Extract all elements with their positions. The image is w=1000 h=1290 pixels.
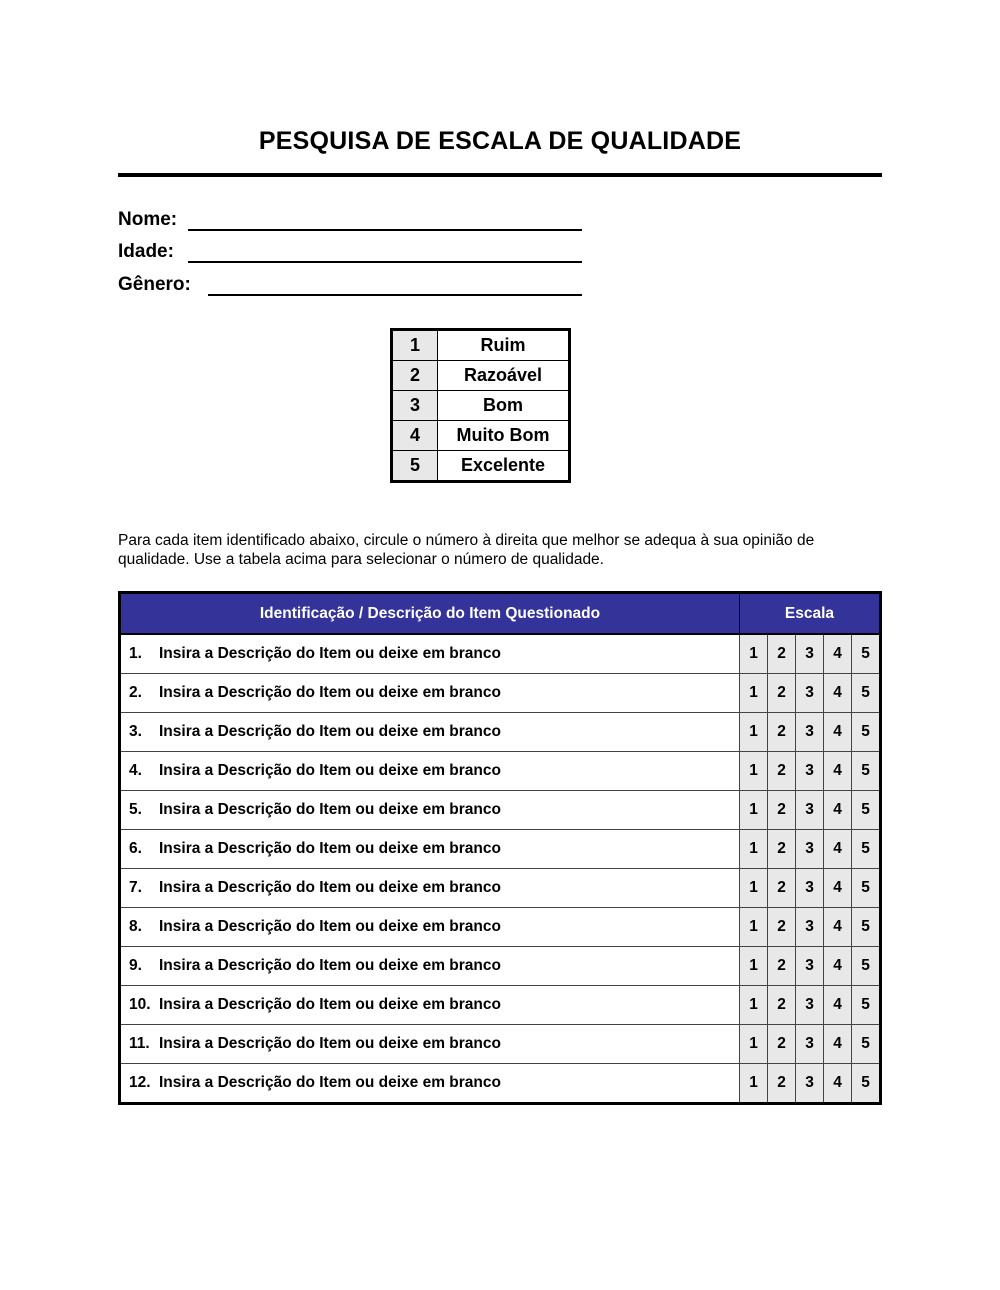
survey-table xyxy=(118,591,882,1105)
scale-option-2[interactable]: 2 xyxy=(768,986,796,1025)
legend-row xyxy=(392,451,570,482)
item-description: Insira a Descrição do Item ou deixe em branco xyxy=(159,723,501,740)
scale-option-5[interactable]: 5 xyxy=(852,713,881,752)
scale-option-3[interactable]: 3 xyxy=(796,752,824,791)
scale-option-3[interactable]: 3 xyxy=(796,869,824,908)
scale-option-5[interactable]: 5 xyxy=(852,634,881,674)
table-row xyxy=(120,908,881,947)
scale-option-3[interactable]: 3 xyxy=(796,674,824,713)
scale-column-header: Escala xyxy=(740,593,881,635)
legend-number: 3 xyxy=(392,391,438,421)
scale-option-4[interactable]: 4 xyxy=(824,986,852,1025)
table-row xyxy=(120,947,881,986)
scale-option-3[interactable]: 3 xyxy=(796,791,824,830)
scale-option-2[interactable]: 2 xyxy=(768,752,796,791)
item-description: Insira a Descrição do Item ou deixe em branco xyxy=(159,762,501,779)
scale-option-2[interactable]: 2 xyxy=(768,1064,796,1104)
scale-option-2[interactable]: 2 xyxy=(768,674,796,713)
table-row xyxy=(120,1064,881,1104)
scale-option-1[interactable]: 1 xyxy=(740,634,768,674)
item-description-cell[interactable] xyxy=(120,634,740,674)
scale-option-1[interactable]: 1 xyxy=(740,986,768,1025)
scale-option-5[interactable]: 5 xyxy=(852,674,881,713)
scale-option-4[interactable]: 4 xyxy=(824,752,852,791)
item-number: 2. xyxy=(129,684,142,701)
scale-option-1[interactable]: 1 xyxy=(740,1064,768,1104)
item-description-cell[interactable] xyxy=(120,1064,740,1104)
item-description: Insira a Descrição do Item ou deixe em branco xyxy=(159,645,501,662)
scale-option-1[interactable]: 1 xyxy=(740,830,768,869)
scale-option-5[interactable]: 5 xyxy=(852,1064,881,1104)
scale-option-5[interactable]: 5 xyxy=(852,752,881,791)
scale-option-2[interactable]: 2 xyxy=(768,908,796,947)
scale-option-4[interactable]: 4 xyxy=(824,830,852,869)
table-row xyxy=(120,1025,881,1064)
item-number: 7. xyxy=(129,879,142,896)
legend-label: Razoável xyxy=(438,361,570,391)
item-number: 8. xyxy=(129,918,142,935)
scale-option-4[interactable]: 4 xyxy=(824,908,852,947)
legend-row xyxy=(392,361,570,391)
scale-option-2[interactable]: 2 xyxy=(768,830,796,869)
scale-option-1[interactable]: 1 xyxy=(740,869,768,908)
age-field[interactable] xyxy=(188,261,582,263)
age-label: Idade: xyxy=(118,241,174,262)
scale-legend-table xyxy=(390,328,571,483)
scale-option-5[interactable]: 5 xyxy=(852,986,881,1025)
item-description: Insira a Descrição do Item ou deixe em branco xyxy=(159,957,501,974)
scale-option-4[interactable]: 4 xyxy=(824,947,852,986)
scale-option-2[interactable]: 2 xyxy=(768,947,796,986)
scale-option-2[interactable]: 2 xyxy=(768,713,796,752)
item-description-cell[interactable] xyxy=(120,1025,740,1064)
item-number: 12. xyxy=(129,1074,151,1091)
scale-option-4[interactable]: 4 xyxy=(824,869,852,908)
item-description-cell[interactable] xyxy=(120,830,740,869)
scale-option-3[interactable]: 3 xyxy=(796,1025,824,1064)
scale-option-3[interactable]: 3 xyxy=(796,986,824,1025)
item-description: Insira a Descrição do Item ou deixe em branco xyxy=(159,1035,501,1052)
scale-option-5[interactable]: 5 xyxy=(852,791,881,830)
item-number: 10. xyxy=(129,996,151,1013)
item-description: Insira a Descrição do Item ou deixe em branco xyxy=(159,801,501,818)
scale-option-1[interactable]: 1 xyxy=(740,674,768,713)
legend-row xyxy=(392,330,570,361)
scale-option-2[interactable]: 2 xyxy=(768,869,796,908)
scale-option-5[interactable]: 5 xyxy=(852,1025,881,1064)
table-row xyxy=(120,752,881,791)
legend-label: Bom xyxy=(438,391,570,421)
scale-option-4[interactable]: 4 xyxy=(824,634,852,674)
item-description: Insira a Descrição do Item ou deixe em branco xyxy=(159,840,501,857)
page-title: PESQUISA DE ESCALA DE QUALIDADE xyxy=(258,127,742,155)
item-description-cell[interactable] xyxy=(120,986,740,1025)
item-description-cell[interactable] xyxy=(120,752,740,791)
legend-row xyxy=(392,391,570,421)
item-number: 9. xyxy=(129,957,142,974)
item-column-header: Identificação / Descrição do Item Questionado xyxy=(120,593,740,635)
scale-option-3[interactable]: 3 xyxy=(796,908,824,947)
legend-label: Excelente xyxy=(438,451,570,482)
scale-option-4[interactable]: 4 xyxy=(824,713,852,752)
scale-option-3[interactable]: 3 xyxy=(796,634,824,674)
item-description-cell[interactable] xyxy=(120,869,740,908)
name-label: Nome: xyxy=(118,209,178,230)
item-description-cell[interactable] xyxy=(120,674,740,713)
scale-option-1[interactable]: 1 xyxy=(740,752,768,791)
legend-number: 1 xyxy=(392,330,438,361)
scale-option-3[interactable]: 3 xyxy=(796,947,824,986)
item-number: 1. xyxy=(129,645,142,662)
scale-option-5[interactable]: 5 xyxy=(852,947,881,986)
legend-row xyxy=(392,421,570,451)
scale-option-2[interactable]: 2 xyxy=(768,634,796,674)
item-number: 4. xyxy=(129,762,142,779)
scale-option-4[interactable]: 4 xyxy=(824,674,852,713)
table-row xyxy=(120,986,881,1025)
item-number: 3. xyxy=(129,723,142,740)
table-row xyxy=(120,830,881,869)
item-description-cell[interactable] xyxy=(120,908,740,947)
scale-option-2[interactable]: 2 xyxy=(768,791,796,830)
table-row xyxy=(120,869,881,908)
scale-option-5[interactable]: 5 xyxy=(852,830,881,869)
item-description-cell[interactable] xyxy=(120,713,740,752)
table-row xyxy=(120,713,881,752)
legend-number: 4 xyxy=(392,421,438,451)
gender-label: Gênero: xyxy=(118,274,191,295)
table-row xyxy=(120,791,881,830)
item-description-cell[interactable] xyxy=(120,791,740,830)
scale-option-1[interactable]: 1 xyxy=(740,1025,768,1064)
item-number: 5. xyxy=(129,801,142,818)
scale-option-4[interactable]: 4 xyxy=(824,1025,852,1064)
item-description: Insira a Descrição do Item ou deixe em branco xyxy=(159,1074,501,1091)
scale-option-1[interactable]: 1 xyxy=(740,713,768,752)
scale-option-4[interactable]: 4 xyxy=(824,791,852,830)
scale-option-4[interactable]: 4 xyxy=(824,1064,852,1104)
item-description: Insira a Descrição do Item ou deixe em branco xyxy=(159,684,501,701)
name-field[interactable] xyxy=(188,229,582,231)
item-description: Insira a Descrição do Item ou deixe em branco xyxy=(159,918,501,935)
scale-option-3[interactable]: 3 xyxy=(796,1064,824,1104)
scale-option-5[interactable]: 5 xyxy=(852,869,881,908)
gender-field[interactable] xyxy=(208,294,582,296)
item-description-cell[interactable] xyxy=(120,947,740,986)
title-divider xyxy=(118,173,882,177)
scale-option-1[interactable]: 1 xyxy=(740,791,768,830)
scale-option-2[interactable]: 2 xyxy=(768,1025,796,1064)
table-row xyxy=(120,674,881,713)
item-description: Insira a Descrição do Item ou deixe em branco xyxy=(159,879,501,896)
instructions-text: Para cada item identificado abaixo, circule o número à direita que melhor se adequa à sua opinião de qualidade. Use a tabela acima para selecionar o número de qualidade. xyxy=(118,532,815,568)
scale-option-3[interactable]: 3 xyxy=(796,830,824,869)
item-number: 6. xyxy=(129,840,142,857)
legend-label: Muito Bom xyxy=(438,421,570,451)
item-number: 11. xyxy=(129,1035,150,1052)
legend-number: 5 xyxy=(392,451,438,482)
scale-option-3[interactable]: 3 xyxy=(796,713,824,752)
item-description: Insira a Descrição do Item ou deixe em branco xyxy=(159,996,501,1013)
legend-label: Ruim xyxy=(438,330,570,361)
table-row xyxy=(120,634,881,674)
scale-option-1[interactable]: 1 xyxy=(740,908,768,947)
legend-number: 2 xyxy=(392,361,438,391)
scale-option-1[interactable]: 1 xyxy=(740,947,768,986)
scale-option-5[interactable]: 5 xyxy=(852,908,881,947)
